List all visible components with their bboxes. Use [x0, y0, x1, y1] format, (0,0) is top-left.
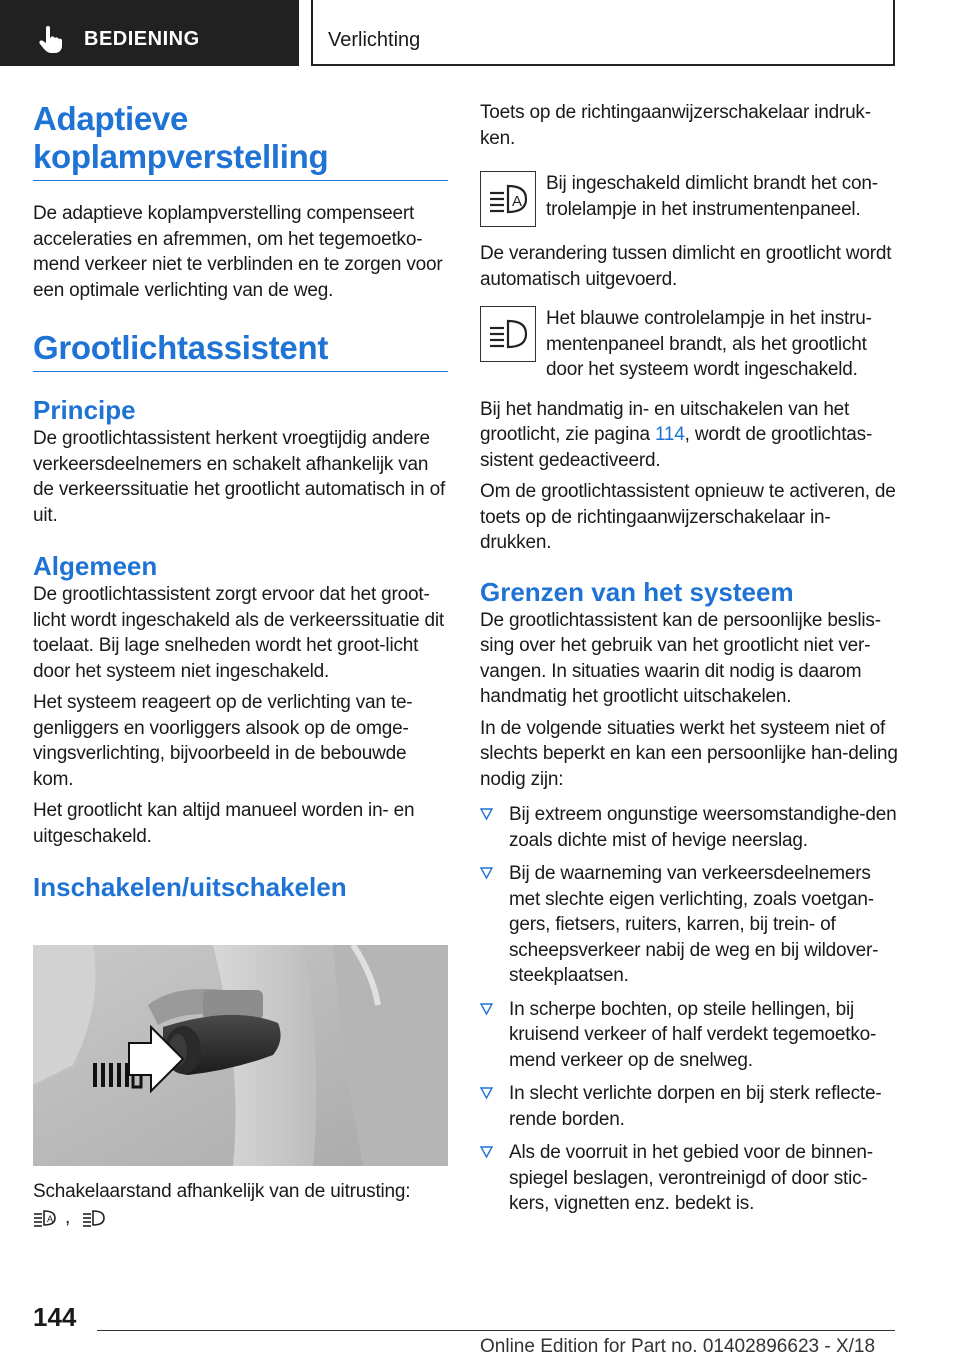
footer-divider — [97, 1330, 895, 1331]
page-number: 144 — [33, 1302, 77, 1332]
svg-text:A: A — [47, 1213, 54, 1224]
left-column — [33, 100, 448, 903]
triangle-bullet-icon — [480, 1087, 493, 1100]
indicator-high-beam-row — [480, 306, 900, 383]
list-item — [480, 802, 900, 853]
section-title: BEDIENING — [84, 28, 200, 50]
heading-inschakelen: Inschakelen/uitschakelen — [33, 872, 347, 902]
high-beam-assistant-indicator-icon — [480, 171, 536, 227]
chapter-title: Verlichting — [328, 29, 421, 51]
list-item-text: Als de voorruit in het gebied voor de binnen-spiegel beslagen, verontreinigd of door stic-kers, vignetten enz. bedekt is. — [509, 1142, 873, 1214]
chapter-tab[interactable] — [311, 0, 895, 66]
paragraph-reactivate: Om de grootlichtassistent opnieuw te activeren, de toets op de richtingaanwijzerschakelaar in-drukken. — [480, 481, 896, 553]
paragraph-grenzen-2: In de volgende situaties werkt het systeem niet of slechts beperkt en kan een persoonlijke han-deling nodig zijn: — [480, 717, 898, 790]
footer-edition: Online Edition for Part no. 01402896623 - X/18 — [480, 1336, 876, 1357]
paragraph-grenzen-1: De grootlichtassistent kan de persoonlijke beslis-sing over het gebruik van het grootlicht niet ver-vangen. In situaties waarin dit nodig is daarom handmatig het grootlicht uitschakelen. — [480, 609, 881, 707]
paragraph-principe: De grootlichtassistent herkent vroegtijdig andere verkeersdeelnemers en schakelt afhankelijk van de verkeerssituatie het grootlicht automatisch in of uit. — [33, 428, 446, 526]
triangle-bullet-icon — [480, 1003, 493, 1016]
manual-switch-text-b: , wordt de grootlichtas-sistent gedeactiveerd. — [480, 424, 873, 471]
indicator-high-beam-text: Het blauwe controlelampje in het instru-mentenpaneel brandt, als het grootlicht door het systeem wordt ingeschakeld. — [546, 308, 872, 380]
heading-grenzen: Grenzen van het systeem — [480, 576, 794, 607]
paragraph-algemeen-3: Het grootlicht kan altijd manueel worden in- en uitgeschakeld. — [33, 800, 415, 847]
list-item-text: Bij de waarneming van verkeersdeelnemers met slechte eigen verlichting, zoals voetgan-gers, fietsers, ruiters, karren, bij trein- of scheepsverkeer nabij de weg en bij wildover-steekplaatsen. — [509, 863, 879, 986]
page-link-114[interactable]: 114 — [654, 424, 685, 445]
heading-adaptive-headlight: Adaptieve koplampverstelling — [33, 100, 448, 181]
list-item-text: In scherpe bochten, op steile hellingen, bij kruisend verkeer of half verdekt tegemoetko-mend verkeer op de snelweg. — [509, 998, 877, 1071]
high-beam-indicator-icon — [480, 306, 536, 362]
list-item-text: In slecht verlichte dorpen en bij sterk reflecte-rende borden. — [509, 1083, 882, 1130]
turn-signal-lever-photo — [33, 945, 448, 1166]
paragraph-auto-switch: De verandering tussen dimlicht en grootlicht wordt automatisch uitgevoerd. — [480, 243, 892, 290]
indicator-low-beam-row — [480, 171, 900, 227]
manual-switch-text-a: Bij het handmatig in- en uitschakelen van het grootlicht, zie pagina — [480, 398, 850, 445]
list-item — [480, 1081, 900, 1132]
section-tab[interactable] — [0, 0, 299, 66]
indicator-low-beam-text: Bij ingeschakeld dimlicht brandt het con-trolelampje in het instrumentenpaneel. — [546, 173, 878, 220]
svg-text:A: A — [512, 193, 523, 210]
right-column — [480, 100, 900, 1225]
heading-principe: Principe — [33, 395, 136, 425]
hand-pointer-icon — [37, 26, 65, 54]
paragraph-algemeen-2: Het systeem reageert op de verlichting van te-genliggers en voorliggers alsook op de omge-vingsverlichting, bijvoorbeeld in de bebouwde kom. — [33, 692, 413, 790]
paragraph-manual-switch — [480, 397, 900, 474]
caption-text: Schakelaarstand afhankelijk van de uitrusting: — [33, 1181, 411, 1202]
list-item — [480, 997, 900, 1074]
list-item — [480, 1140, 900, 1217]
triangle-bullet-icon — [480, 808, 493, 821]
high-beam-assistant-auto-icon — [33, 1208, 57, 1228]
list-item — [480, 861, 900, 989]
limitations-list — [480, 802, 900, 1217]
caption-separator: , — [65, 1206, 71, 1228]
paragraph-press-button: Toets op de richtingaanwijzerschakelaar indruk-ken. — [480, 102, 871, 149]
heading-algemeen: Algemeen — [33, 551, 158, 581]
paragraph-adaptive-headlight: De adaptieve koplampverstelling compenseert acceleraties en afremmen, om het tegemoetko-mend verkeer niet te verblinden en te zorgen voor een optimale verlichting van de weg. — [33, 203, 443, 301]
triangle-bullet-icon — [480, 1146, 493, 1159]
triangle-bullet-icon — [480, 867, 493, 880]
paragraph-algemeen-1: De grootlichtassistent zorgt ervoor dat het groot-licht wordt ingeschakeld als de verkeerssituatie dit toelaat. Bij lage snelheden wordt het groot-licht door het systeem niet ingeschakeld. — [33, 584, 444, 682]
heading-high-beam-assistant: Grootlichtassistent — [33, 329, 448, 372]
high-beam-icon — [82, 1208, 106, 1228]
list-item-text: Bij extreem ongunstige weersomstandighe-den zoals dichte mist of hevige neerslag. — [509, 804, 897, 851]
photo-caption — [33, 1179, 448, 1229]
